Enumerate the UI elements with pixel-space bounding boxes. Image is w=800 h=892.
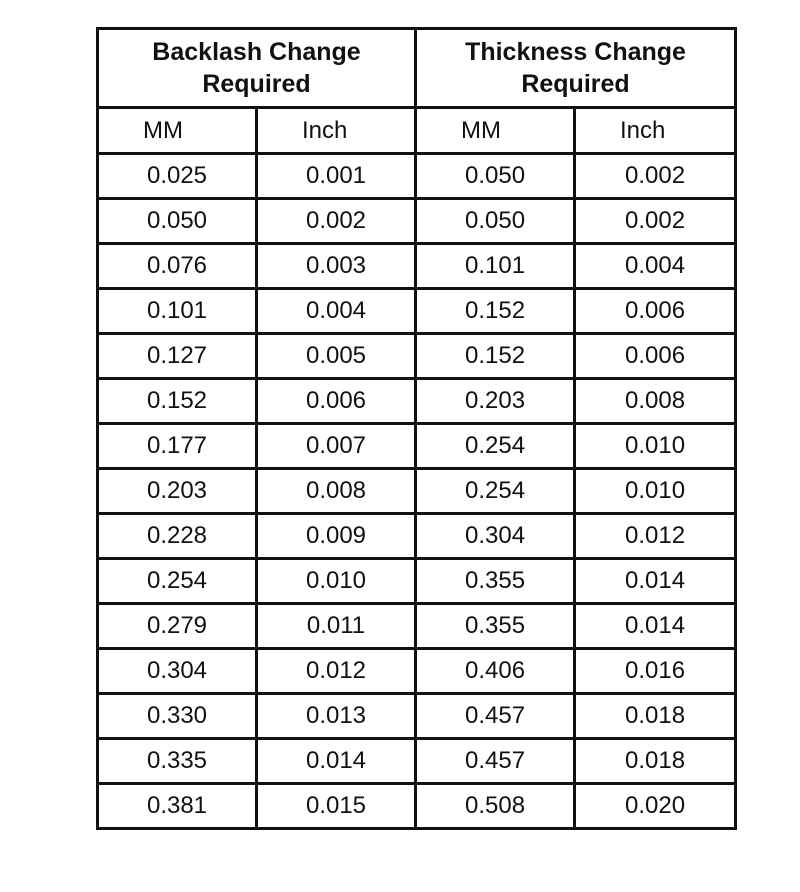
table-cell: 0.050	[416, 199, 575, 244]
table-row	[98, 244, 736, 289]
table-cell: 0.152	[416, 334, 575, 379]
table-row	[98, 559, 736, 604]
table-cell: 0.508	[416, 784, 575, 829]
table-row	[98, 289, 736, 334]
unit-header-row	[98, 108, 736, 154]
table-cell: 0.152	[416, 289, 575, 334]
table-cell: 0.355	[416, 604, 575, 649]
unit-header: MM	[98, 108, 257, 154]
table-row	[98, 694, 736, 739]
table-cell: 0.012	[575, 514, 736, 559]
table-cell: 0.381	[98, 784, 257, 829]
backlash-thickness-table	[96, 27, 737, 830]
table-cell: 0.004	[575, 244, 736, 289]
table-cell: 0.008	[257, 469, 416, 514]
table-row	[98, 334, 736, 379]
table-cell: 0.002	[575, 199, 736, 244]
table-cell: 0.005	[257, 334, 416, 379]
table-cell: 0.010	[575, 469, 736, 514]
table-cell: 0.101	[98, 289, 257, 334]
table-cell: 0.254	[98, 559, 257, 604]
table-cell: 0.009	[257, 514, 416, 559]
table-cell: 0.018	[575, 694, 736, 739]
table-cell: 0.008	[575, 379, 736, 424]
table-row	[98, 154, 736, 199]
table-cell: 0.457	[416, 694, 575, 739]
table-row	[98, 604, 736, 649]
table-cell: 0.015	[257, 784, 416, 829]
table-cell: 0.014	[257, 739, 416, 784]
table-cell: 0.002	[257, 199, 416, 244]
table-cell: 0.050	[98, 199, 257, 244]
table-cell: 0.330	[98, 694, 257, 739]
header-line: Thickness Change	[465, 38, 686, 66]
table-cell: 0.457	[416, 739, 575, 784]
table-cell: 0.006	[575, 289, 736, 334]
table-cell: 0.203	[98, 469, 257, 514]
unit-header: Inch	[257, 108, 416, 154]
table-cell: 0.177	[98, 424, 257, 469]
table-cell: 0.304	[416, 514, 575, 559]
table-cell: 0.355	[416, 559, 575, 604]
table-cell: 0.013	[257, 694, 416, 739]
table-cell: 0.002	[575, 154, 736, 199]
table-cell: 0.025	[98, 154, 257, 199]
table-cell: 0.254	[416, 469, 575, 514]
table-cell: 0.006	[575, 334, 736, 379]
table-body	[98, 154, 736, 829]
table-cell: 0.304	[98, 649, 257, 694]
table-row	[98, 199, 736, 244]
header-line: Required	[521, 70, 630, 98]
table-cell: 0.004	[257, 289, 416, 334]
table-cell: 0.006	[257, 379, 416, 424]
table-cell: 0.014	[575, 559, 736, 604]
table-row	[98, 424, 736, 469]
thickness-change-header	[416, 29, 736, 108]
table-cell: 0.127	[98, 334, 257, 379]
table-row	[98, 739, 736, 784]
table-cell: 0.254	[416, 424, 575, 469]
table-cell: 0.152	[98, 379, 257, 424]
table-cell: 0.406	[416, 649, 575, 694]
table-row	[98, 784, 736, 829]
unit-header: MM	[416, 108, 575, 154]
table-cell: 0.010	[575, 424, 736, 469]
table-cell: 0.012	[257, 649, 416, 694]
table-cell: 0.279	[98, 604, 257, 649]
table-cell: 0.010	[257, 559, 416, 604]
header-line: Required	[202, 70, 311, 98]
table-cell: 0.003	[257, 244, 416, 289]
table-row	[98, 379, 736, 424]
table-cell: 0.007	[257, 424, 416, 469]
header-line: Backlash Change	[152, 38, 361, 66]
table-cell: 0.018	[575, 739, 736, 784]
table-cell: 0.011	[257, 604, 416, 649]
table-cell: 0.001	[257, 154, 416, 199]
table-cell: 0.016	[575, 649, 736, 694]
table-cell: 0.228	[98, 514, 257, 559]
table-row	[98, 649, 736, 694]
unit-header: Inch	[575, 108, 736, 154]
table-row	[98, 469, 736, 514]
table-row	[98, 514, 736, 559]
group-header-row	[98, 29, 736, 108]
table-cell: 0.335	[98, 739, 257, 784]
backlash-change-header	[98, 29, 416, 108]
table-cell: 0.076	[98, 244, 257, 289]
table-cell: 0.203	[416, 379, 575, 424]
table-cell: 0.014	[575, 604, 736, 649]
table-cell: 0.101	[416, 244, 575, 289]
table-cell: 0.020	[575, 784, 736, 829]
table-cell: 0.050	[416, 154, 575, 199]
